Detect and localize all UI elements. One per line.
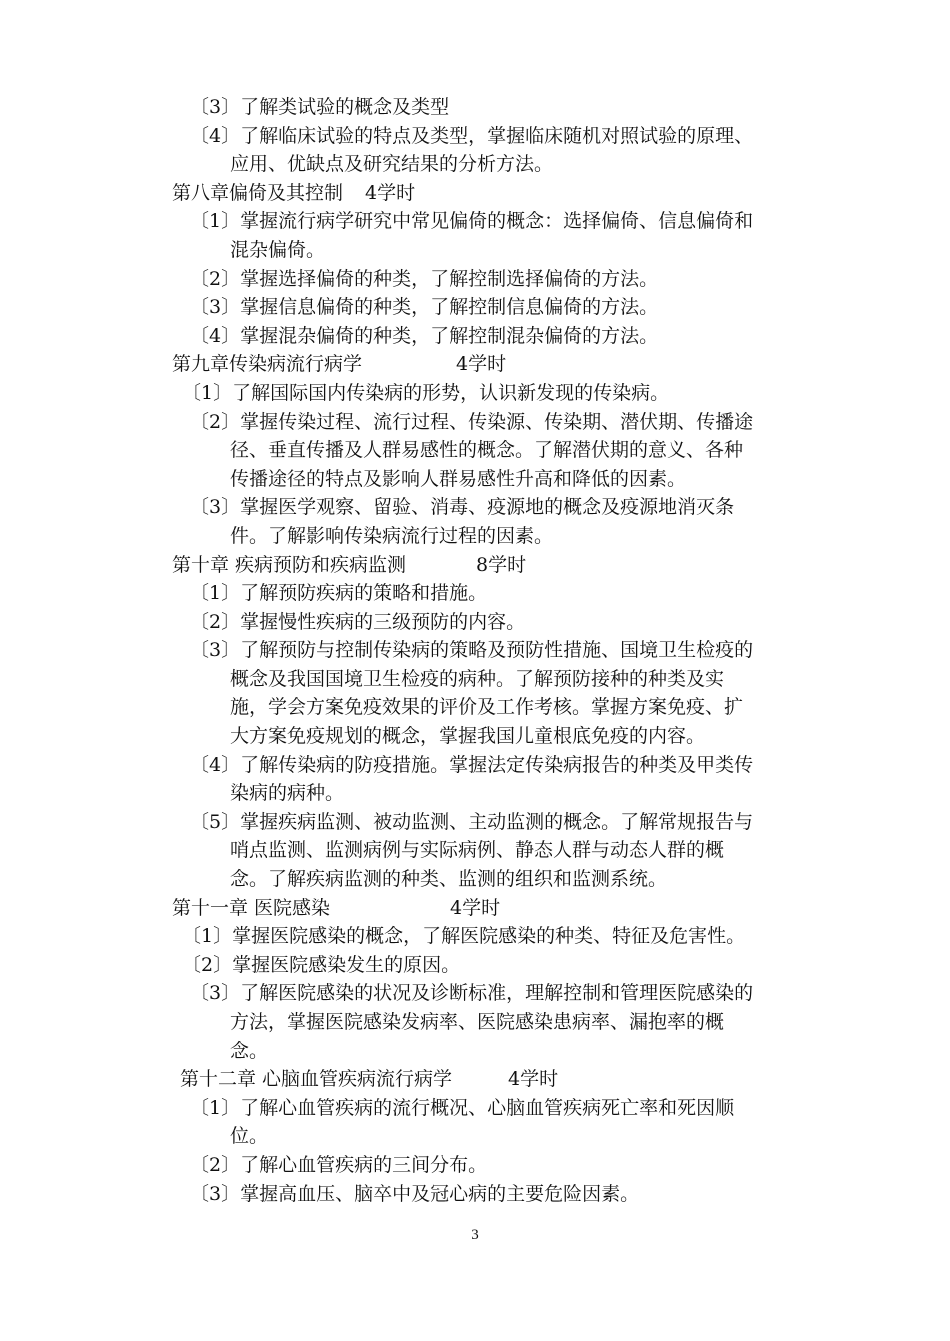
chapter-heading (172, 894, 832, 923)
item-text-continued: 施，学会方案免疫效果的评价及工作考核。掌握方案免疫、扩 (230, 696, 744, 719)
list-item: 〔2〕掌握慢性疾病的三级预防的内容。 (190, 610, 526, 633)
list-item (172, 979, 832, 1065)
item-text: 〔3〕掌握医学观察、留验、消毒、疫源地的概念及疫源地消灭条 (190, 496, 735, 519)
chapter-heading (172, 1065, 832, 1094)
item-text: 〔1〕了解心血管疾病的流行概况、心脑血管疾病死亡率和死因顺 (190, 1096, 735, 1119)
chapter-hours: 4学时 (365, 181, 416, 204)
list-item (172, 1094, 832, 1151)
chapter-hours: 4学时 (450, 896, 501, 919)
chapter-title: 第十章 疾病预防和疾病监测 (172, 553, 407, 576)
item-text: 〔1〕掌握流行病学研究中常见偏倚的概念：选择偏倚、信息偏倚和 (190, 210, 754, 233)
chapter-hours: 4学时 (456, 353, 507, 376)
list-item (172, 207, 832, 264)
list-item: 〔2〕掌握选择偏倚的种类，了解控制选择偏倚的方法。 (190, 267, 659, 290)
item-text-continued: 混杂偏倚。 (230, 238, 326, 261)
page-number: 3 (471, 1227, 479, 1243)
item-text: 〔3〕了解预防与控制传染病的策略及预防性措施、国境卫生检疫的 (190, 639, 754, 662)
list-item: 〔4〕掌握混杂偏倚的种类，了解控制混杂偏倚的方法。 (190, 324, 659, 347)
chapter-heading (172, 350, 832, 379)
chapter-hours: 8学时 (476, 553, 527, 576)
item-text-continued: 大方案免疫规划的概念，掌握我国儿童根底免疫的内容。 (230, 725, 706, 748)
list-item (172, 122, 832, 179)
chapter-title: 第八章偏倚及其控制 (172, 181, 344, 204)
chapter-title: 第十二章 心脑血管疾病流行病学 (180, 1068, 453, 1091)
item-text: 〔3〕了解医院感染的状况及诊断标准，理解控制和管理医院感染的 (190, 982, 754, 1005)
page-content (172, 93, 832, 1208)
item-text-continued: 位。 (230, 1125, 269, 1148)
list-item (172, 808, 832, 894)
item-text-continued: 件。了解影响传染病流行过程的因素。 (230, 524, 554, 547)
item-text: 〔4〕了解传染病的防疫措施。掌握法定传染病报告的种类及甲类传 (190, 753, 754, 776)
item-text-continued: 径、垂直传播及人群易感性的概念。了解潜伏期的意义、各种 (230, 439, 744, 462)
item-text-continued: 应用、优缺点及研究结果的分析方法。 (230, 153, 554, 176)
item-text-continued: 方法，掌握医院感染发病率、医院感染患病率、漏抱率的概 (230, 1011, 725, 1033)
item-text-continued: 哨点监测、监测病例与实际病例、静态人群与动态人群的概 (230, 839, 725, 862)
list-item (172, 751, 832, 808)
list-item (172, 493, 832, 550)
list-item: 〔1〕了解预防疾病的策略和措施。 (190, 582, 488, 605)
list-item: 〔3〕掌握高血压、脑卒中及冠心病的主要危险因素。 (190, 1182, 640, 1205)
chapter-heading (172, 551, 832, 580)
item-text: 〔4〕了解临床试验的特点及类型，掌握临床随机对照试验的原理、 (190, 124, 754, 147)
item-text: 〔5〕掌握疾病监测、被动监测、主动监测的概念。了解常规报告与 (190, 810, 754, 833)
list-item (172, 636, 832, 750)
item-text: 〔2〕掌握传染过程、流行过程、传染源、传染期、潜伏期、传播途 (190, 410, 754, 433)
item-text-continued: 染病的病种。 (230, 782, 345, 805)
chapter-hours: 4学时 (508, 1068, 559, 1091)
list-item: 〔2〕掌握医院感染发生的原因。 (182, 953, 461, 976)
chapter-heading (172, 179, 832, 208)
list-item: 〔3〕掌握信息偏倚的种类，了解控制信息偏倚的方法。 (190, 296, 659, 319)
item-text-continued: 传播途径的特点及影响人群易感性升高和降低的因素。 (230, 467, 687, 490)
chapter-title: 第九章传染病流行病学 (172, 353, 363, 376)
item-text-continued: 念。 (230, 1039, 269, 1062)
item-text-continued: 念。了解疾病监测的种类、监测的组织和监测系统。 (230, 868, 668, 891)
chapter-title: 第十一章 医院感染 (172, 896, 331, 919)
list-item: 〔1〕了解国际国内传染病的形势，认识新发现的传染病。 (182, 381, 670, 404)
item-text-continued: 概念及我国国境卫生检疫的病种。了解预防接种的种类及实 (230, 667, 725, 690)
list-item: 〔3〕了解类试验的概念及类型 (190, 96, 450, 118)
list-item: 〔1〕掌握医院感染的概念，了解医院感染的种类、特征及危害性。 (182, 925, 746, 948)
list-item (172, 408, 832, 494)
list-item: 〔2〕了解心血管疾病的三间分布。 (190, 1153, 488, 1176)
